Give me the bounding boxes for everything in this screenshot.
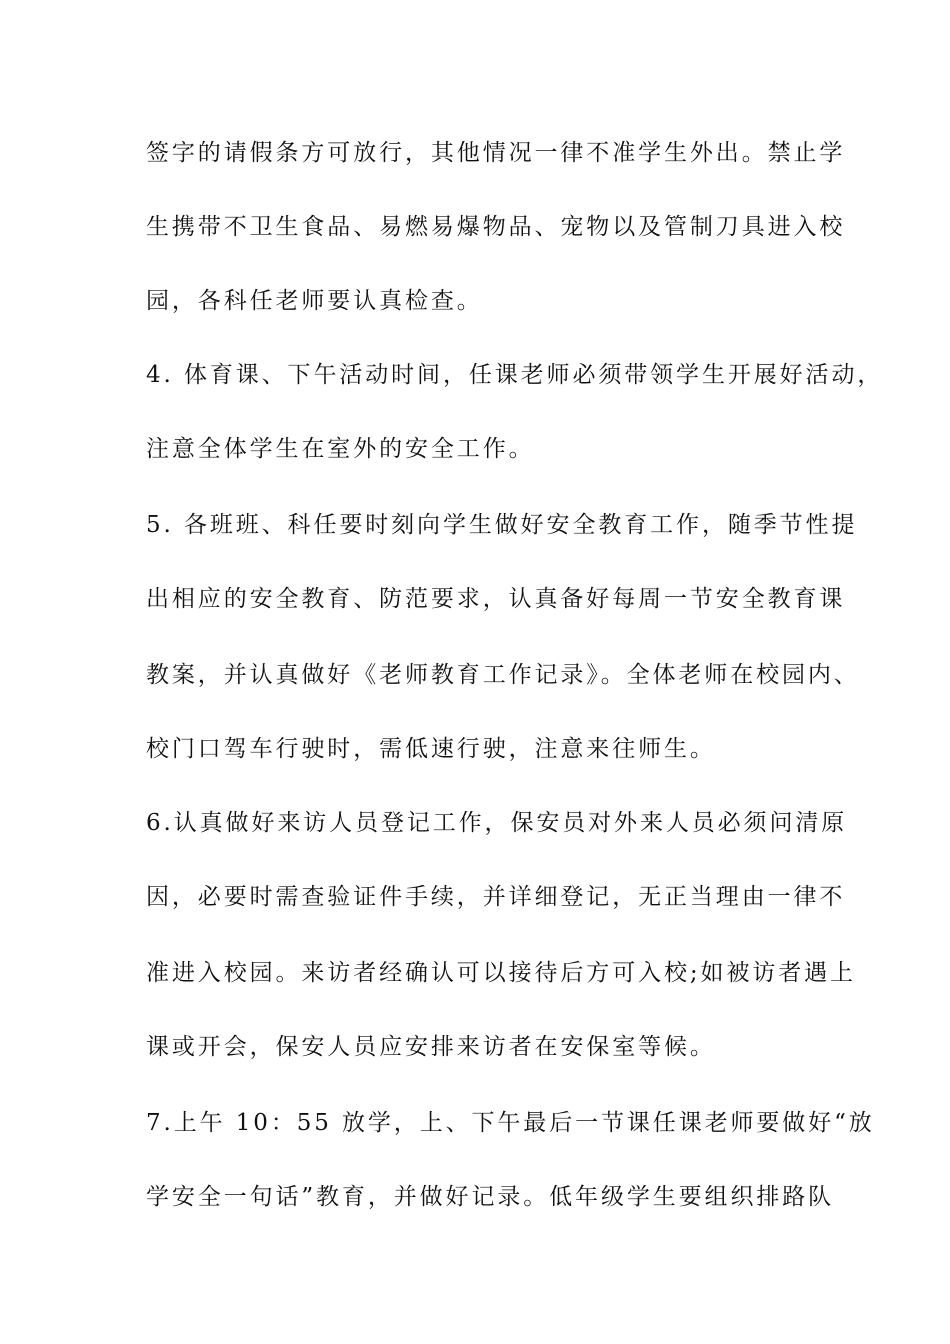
text-line: 学安全一句话”教育，并做好记录。低年级学生要组织排路队 [146, 1184, 835, 1210]
text-line: 5. 各班班、科任要时刻向学生做好安全教育工作，随季节性提 [146, 512, 858, 538]
text-line: 因，必要时需查验证件手续，并详细登记，无正当理由一律不 [146, 884, 846, 910]
text-line: 准进入校园。来访者经确认可以接待后方可入校;如被访者遇上 [146, 960, 856, 986]
text-line: 6.认真做好来访人员登记工作，保安员对外来人员必须问清原 [146, 810, 848, 836]
text-line: 课或开会，保安人员应安排来访者在安保室等候。 [146, 1034, 716, 1060]
text-line: 4. 体育课、下午活动时间，任课老师必须带领学生开展好活动， [146, 362, 884, 388]
text-line: 园，各科任老师要认真检查。 [146, 288, 483, 314]
text-line: 校门口驾车行驶时，需低速行驶，注意来往师生。 [146, 736, 716, 762]
text-line: 教案，并认真做好《老师教育工作记录》。全体老师在校园内、 [146, 662, 860, 688]
text-line: 7.上午 10：55 放学，上、下午最后一节课任课老师要做好“放 [146, 1110, 875, 1136]
text-line: 生携带不卫生食品、易燃易爆物品、宠物以及管制刀具进入校 [146, 214, 846, 240]
text-line: 注意全体学生在室外的安全工作。 [146, 436, 535, 462]
text-line: 出相应的安全教育、防范要求，认真备好每周一节安全教育课 [146, 586, 846, 612]
text-line: 签字的请假条方可放行，其他情况一律不准学生外出。禁止学 [146, 140, 846, 166]
